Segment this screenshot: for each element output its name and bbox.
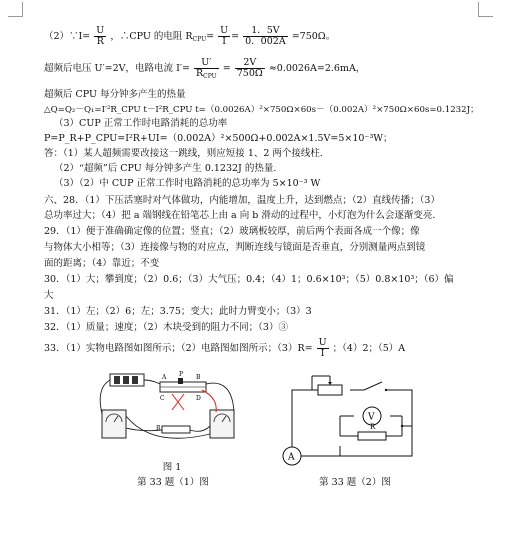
label-d: D xyxy=(196,395,201,402)
text: =750Ω。 xyxy=(291,31,336,42)
answer-line-17: 31．（1）左；（2）6；左；3.75；变大；此时力臂变小；（3）3 xyxy=(44,306,312,317)
physical-circuit-figure xyxy=(92,368,252,458)
label-b: B xyxy=(196,374,201,381)
fraction xyxy=(94,26,106,47)
answer-line-15: 30．（1）大；攀到度；（2）0.6；（3）大气压；0.4；（4）1；0.6×10³；（5）0.8×10³；（6）偏 xyxy=(44,274,454,285)
label-r: R xyxy=(156,425,161,432)
resistor xyxy=(162,426,190,433)
denominator: R xyxy=(96,36,104,47)
numerator: U xyxy=(96,25,105,36)
answer-line-9: （3）（2）中 CUP 正常工作时电路消耗的总功率为 5×10⁻³ W xyxy=(54,178,321,189)
circuit-schematic-figure xyxy=(282,370,422,470)
resistor-symbol xyxy=(358,432,386,440)
fraction xyxy=(243,26,288,47)
ammeter-label: A xyxy=(288,452,295,463)
caption-right: 第 33 题（2）图 xyxy=(319,477,391,488)
fraction xyxy=(235,58,265,79)
denominator: 750Ω xyxy=(236,68,263,79)
fraction xyxy=(194,58,219,79)
text: = xyxy=(222,63,231,74)
text: = xyxy=(206,31,215,42)
answer-line-14: 面的距离；（4）靠近；不变 xyxy=(44,258,160,269)
label-a: A xyxy=(162,374,167,381)
crop-mark-top-left xyxy=(8,2,23,17)
answer-line-4: △Q=Q₂－Q₁=I′²R_CPU t－I²R_CPU t=（0.0026A）²×750Ω×60s－（0.002A）²×750Ω×60s=0.1232J； xyxy=(44,105,479,115)
fraction xyxy=(317,338,329,359)
answer-line-2 xyxy=(44,58,365,79)
numerator: 2V xyxy=(235,58,265,69)
answer-line-19 xyxy=(44,338,405,359)
subscript: CPU xyxy=(203,73,217,80)
text: 33．（1）实物电路图如图所示；（2）电路图如图所示；（3）R= xyxy=(44,343,313,354)
answer-line-10: 六、28．（1）下压活塞时对气体做功，内能增加，温度上升，达到燃点；（2）直线传播；（3） xyxy=(44,195,440,206)
text: （2）∵I= xyxy=(44,31,91,42)
text: R xyxy=(195,68,204,79)
caption-left: 第 33 题（1）图 xyxy=(137,477,209,488)
numerator: U xyxy=(318,337,327,348)
denominator: 0．002A xyxy=(245,36,286,47)
voltmeter-label: V xyxy=(368,412,375,423)
answer-line-12: 29．（1）便于准确确定像的位置；竖直；（2）玻璃板较厚，前后两个表面各成一个像；像 xyxy=(44,226,420,237)
answer-line-8: （2）“超频”后 CPU 每分钟多产生 0.1232J 的热量. xyxy=(54,163,277,174)
text: 超频后电压 U′=2V，电路电流 I′= xyxy=(44,63,190,74)
text: ，∴CPU 的电阻 R xyxy=(110,31,193,42)
numerator: 1．5V xyxy=(243,26,288,37)
resistor-label: R xyxy=(370,423,376,431)
numerator: U′ xyxy=(194,58,219,69)
figure-1-label: 图 1 xyxy=(162,462,182,473)
answer-line-13: 与物体大小相等；（3）连接像与物的对应点，判断连线与镜面是否垂直，分别测量两点到镜 xyxy=(44,242,426,253)
answer-line-6: P=P_R+P_CPU=I²R+UI=（0.002A）²×500Ω+0.002A×1.5V=5×10⁻³W； xyxy=(44,133,393,144)
label-c: C xyxy=(160,395,165,402)
label-p: P xyxy=(179,371,184,378)
answer-line-7: 答：（1）某人超频需要改接这一跳线，则应短接 1、2 两个接线柱. xyxy=(44,148,323,159)
denominator xyxy=(194,69,219,79)
fraction xyxy=(218,26,230,47)
answer-line-3: 超频后 CPU 每分钟多产生的热量 xyxy=(44,89,186,100)
answer-line-5: （3）CUP 正常工作时电路消耗的总功率 xyxy=(54,118,228,129)
text: ；（4）2；（5）A xyxy=(332,343,406,354)
denominator: I xyxy=(320,348,325,359)
text: ≈0.0026A=2.6mA， xyxy=(268,63,366,74)
answer-line-16: 大 xyxy=(44,290,54,301)
denominator: I xyxy=(222,36,227,47)
answer-line-11: 总功率过大；（4）把 a 端钢线在铅笔芯上由 a 向 b 滑动的过程中，小灯泡为什么会逐渐变亮. xyxy=(44,210,436,221)
answer-line-1: （2）∵I= $\frac{U}{R}$ ，∴CPU 的电阻 $R_{CPU}=$ $\frac{U}{I}$ = $\frac{1.5V}{0.002A}$ =750Ω。 xyxy=(44,25,336,47)
numerator: U xyxy=(220,25,229,36)
answer-line-18: 32．（1）质量；速度；（2）木块受到的阻力不同；（3）③ xyxy=(44,322,288,333)
crop-mark-top-right xyxy=(478,2,493,17)
rheostat-symbol xyxy=(318,385,342,395)
subscript: CPU xyxy=(192,36,207,43)
